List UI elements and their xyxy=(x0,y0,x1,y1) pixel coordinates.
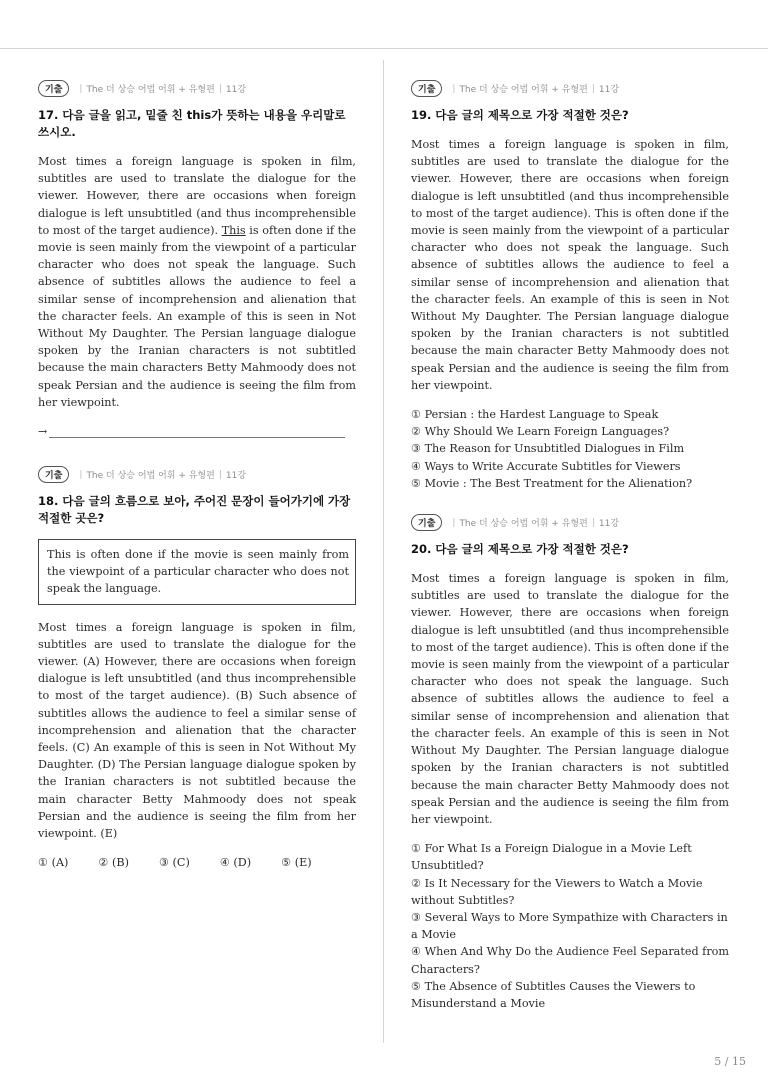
right-column xyxy=(411,80,729,1012)
badge: 기출 xyxy=(411,514,442,531)
choice-3[interactable]: ③ The Reason for Unsubtitled Dialogues in Film xyxy=(411,442,685,456)
choice-2[interactable]: ② (B) xyxy=(98,856,129,870)
passage: Most times a foreign language is spoken in film, subtitles are used to translate the dialogue for the viewer. However, there are occasions when foreign dialogue is left unsubtitled (and thus incomprehensible to most of the target audience). This is often done if the movie is seen mainly from the viewpoint of a particular character who does not speak the language. Such absence of subtitles allows the audience to feel a similar sense of incomprehension and alienation that the character feels. An example of this is seen in Not Without My Daughter. The Persian language dialogue spoken by the Iranian characters is not subtitled because the main character Betty Mahmoody does not speak Persian and the audience is seeing the film from her viewpoint. xyxy=(411,572,729,826)
source-tag: 기출 | The 더 상승 어법 어휘 + 유형편 | 11강 xyxy=(38,80,356,97)
page-number: 5 / 15 xyxy=(714,1055,746,1068)
choice-1[interactable]: ① For What Is a Foreign Dialogue in a Movie Left Unsubtitled? xyxy=(411,842,692,873)
source-tag: 기출 | The 더 상승 어법 어휘 + 유형편 | 11강 xyxy=(411,80,729,97)
choices xyxy=(38,856,356,869)
answer-line[interactable] xyxy=(38,425,356,438)
arrow-icon: → xyxy=(38,425,48,439)
choice-2[interactable]: ② Is It Necessary for the Viewers to Watch a Movie without Subtitles? xyxy=(411,876,703,907)
choice-1[interactable]: ① (A) xyxy=(38,856,69,870)
given-sentence: This is often done if the movie is seen mainly from the viewpoint of a particular character who does not speak the language. xyxy=(47,548,349,596)
choice-4[interactable]: ④ (D) xyxy=(219,856,252,870)
source-name: The 더 상승 어법 어휘 + 유형편 xyxy=(459,519,588,530)
choice-2[interactable]: ② Why Should We Learn Foreign Languages? xyxy=(411,425,670,439)
choice-5[interactable]: ⑤ The Absence of Subtitles Causes the Viewers to Misunderstand a Movie xyxy=(411,979,696,1010)
question-19 xyxy=(411,80,729,492)
lesson-label: 11강 xyxy=(225,85,247,95)
passage: Most times a foreign language is spoken in film, subtitles are used to translate the dialogue for the viewer. However, there are occasions when foreign dialogue is left unsubtitled (and thus incomprehensible to most of the target audience). This is often done if the movie is seen mainly from the viewpoint of a particular character who does not speak the language. Such absence of subtitles allows the audience to feel a similar sense of incomprehension and alienation that the character feels. An example of this is seen in Not Without My Daughter. The Persian language dialogue spoken by the Iranian characters is not subtitled because the main characters Betty Mahmoody does not speak Persian and the audience is seeing the film from her viewpoint. xyxy=(38,155,356,409)
left-column xyxy=(38,80,356,869)
lesson-label: 11강 xyxy=(598,85,620,95)
choice-4[interactable]: ④ When And Why Do the Audience Feel Separated from Characters? xyxy=(411,945,730,976)
choice-3[interactable]: ③ Several Ways to More Sympathize with Characters in a Movie xyxy=(411,910,728,942)
question-20 xyxy=(411,514,729,1012)
question-title: 19. 다음 글의 제목으로 가장 적절한 것은? xyxy=(411,108,629,122)
choice-1[interactable]: ① Persian : the Hardest Language to Speak xyxy=(411,408,659,422)
badge: 기출 xyxy=(38,466,69,483)
source-tag: 기출 | The 더 상승 어법 어휘 + 유형편 | 11강 xyxy=(411,514,729,531)
badge: 기출 xyxy=(411,80,442,97)
question-17 xyxy=(38,80,356,438)
question-title: 17. 다음 글을 읽고, 밑줄 친 this가 뜻하는 내용을 우리말로 쓰시오. xyxy=(38,108,346,139)
choices xyxy=(411,840,729,1012)
source-name: The 더 상승 어법 어휘 + 유형편 xyxy=(86,471,215,482)
question-title: 20. 다음 글의 제목으로 가장 적절한 것은? xyxy=(411,542,629,557)
choice-4[interactable]: ④ Ways to Write Accurate Subtitles for Viewers xyxy=(411,459,681,473)
source-name: The 더 상승 어법 어휘 + 유형편 xyxy=(86,85,215,95)
source-name: The 더 상승 어법 어휘 + 유형편 xyxy=(459,85,588,95)
passage: Most times a foreign language is spoken in film, subtitles are used to translate the dialogue for the viewer. (A) However, there are occasions when foreign dialogue is left unsubtitled (and thus incomprehensible to most of the target audience). (B) Such absence of subtitles allows the audience to feel a similar sense of incomprehension and alienation that the character feels. (C) An example of this is seen in Not Without My Daughter. (D) The Persian language dialogue spoken by the Iranian characters is not subtitled because the main character Betty Mahmoody does not speak Persian and the audience is seeing the film from her viewpoint. (E) xyxy=(38,620,356,841)
source-tag: 기출 | The 더 상승 어법 어휘 + 유형편 | 11강 xyxy=(38,466,356,483)
badge: 기출 xyxy=(38,80,69,97)
choice-3[interactable]: ③ (C) xyxy=(158,856,190,870)
passage: Most times a foreign language is spoken in film, subtitles are used to translate the dialogue for the viewer. However, there are occasions when foreign dialogue is left unsubtitled (and thus incomprehensible to most of the target audience). This is often done if the movie is seen mainly from the viewpoint of a particular character who does not speak the language. Such absence of subtitles allows the audience to feel a similar sense of incomprehension and alienation that the character feels. An example of this is seen in Not Without My Daughter. The Persian language dialogue spoken by the Iranian characters is not subtitled because the main character Betty Mahmoody does not speak Persian and the audience is seeing the film from her viewpoint. xyxy=(411,138,729,392)
column-divider xyxy=(383,60,384,1043)
underlined-word: This xyxy=(221,223,246,237)
lesson-label: 11강 xyxy=(225,471,247,482)
header-divider xyxy=(0,48,768,49)
choice-5[interactable]: ⑤ Movie : The Best Treatment for the Alienation? xyxy=(411,476,693,490)
choice-5[interactable]: ⑤ (E) xyxy=(281,856,312,870)
given-sentence-box xyxy=(38,539,356,605)
choices xyxy=(411,406,729,492)
question-18 xyxy=(38,466,356,869)
question-title: 18. 다음 글의 흐름으로 보아, 주어진 문장이 들어가기에 가장 적절한 곳은? xyxy=(38,494,351,526)
lesson-label: 11강 xyxy=(598,519,620,530)
